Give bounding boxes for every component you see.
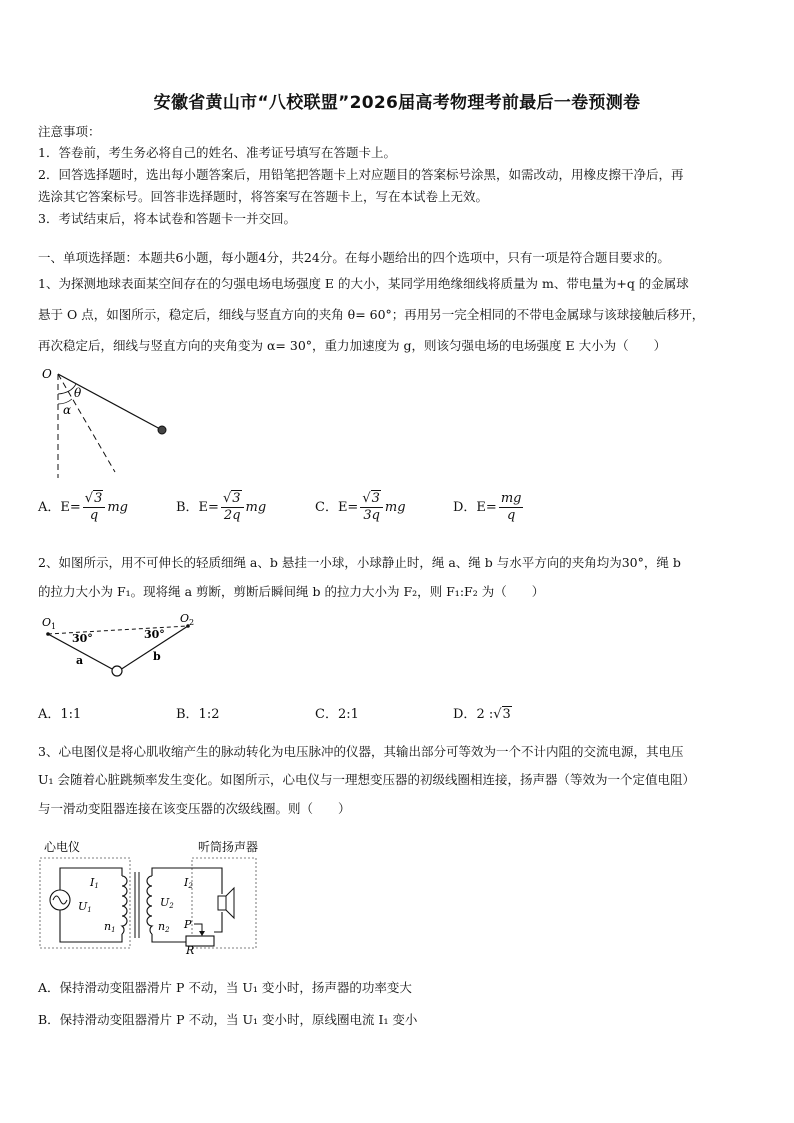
section-heading: 一、单项选择题：本题共6小题，每小题4分，共24分。在每小题给出的四个选项中，只有一项是符合题目要求的。 [38,250,670,265]
q2-text-line1: 2、如图所示，用不可伸长的轻质细绳 a、b 悬挂一小球，小球静止时，绳 a、绳 b 与水平方向的夹角均为30°，绳 b [38,555,681,570]
q2-angle-left: 30° [72,632,93,645]
q3-label-p: P [184,918,192,931]
q1-thread [58,374,162,430]
q3-label-i1: I1 [90,876,99,890]
q3-option-a[interactable]: A．保持滑动变阻器滑片 P 不动，当 U₁ 变小时，扬声器的功率变大 [38,980,412,995]
notice-item-2: 2．回答选择题时，选出每小题答案后，用铅笔把答题卡上对应题目的答案标号涂黑，如需改动，用橡皮擦干净后，再 [38,167,684,182]
q1-option-d[interactable]: D．E= $\frac{mg}{q}$ [453,491,522,523]
q2-label-o1: $O_1$ [42,616,57,631]
q1-ball [158,426,166,434]
q3-circuit-figure [38,838,278,954]
q3-text-line2: U₁ 会随着心脏跳频率发生变化。如图所示，心电仪与一理想变压器的初级线圈相连接，扬声器（等效为一个定值电阻） [38,772,696,787]
q1-label-alpha: α [63,403,72,417]
q2-ball [112,666,122,676]
q3-text-line1: 3、心电图仪是将心肌收缩产生的脉动转化为电压脉冲的仪器，其输出部分可等效为一个不计内阻的交流电源，其电压 [38,744,684,759]
q2-angle-right: 30° [144,628,165,641]
page-title: 安徽省黄山市“八校联盟”2026届高考物理考前最后一卷预测卷 [153,93,641,113]
q3-label-ecg: 心电仪 [44,840,81,854]
q3-label-u1: U1 [78,900,92,914]
speaker-icon [218,896,226,910]
q2-pivot-o1 [46,632,50,636]
q1-pendulum-figure [38,360,178,480]
q2-option-a[interactable]: A．1:1 [38,707,82,722]
notice-heading: 注意事项： [38,124,101,139]
speaker-cone-icon [226,888,234,918]
q3-secondary-wire-bottom [152,934,186,942]
q3-text-line3: 与一滑动变阻器连接在该变压器的次级线圈。则（ ） [38,801,351,816]
q2-rope-figure [38,612,208,682]
q3-label-speaker: 听筒扬声器 [198,840,259,854]
q1-label-O: O [42,367,52,381]
q1-label-theta: θ [74,386,82,400]
notice-item-3: 3．考试结束后，将本试卷和答题卡一并交回。 [38,211,296,226]
q3-option-b[interactable]: B．保持滑动变阻器滑片 P 不动，当 U₁ 变小时，原线圈电流 I₁ 变小 [38,1012,418,1027]
q1-option-c[interactable]: C．E= $\frac{√3}{3q}$ mg [315,491,406,523]
notice-item-1: 1．答卷前，考生务必将自己的姓名、准考证号填写在答题卡上。 [38,145,396,160]
q1-text-line3: 再次稳定后，细线与竖直方向的夹角变为 α= 30°，重力加速度为 g，则该匀强电场的电场强度 E 大小为（ ） [38,338,667,353]
q2-option-b[interactable]: B．1:2 [176,707,220,722]
q3-slider-arrow-icon [199,931,205,936]
q3-label-u2: U2 [160,896,174,910]
q2-option-d[interactable]: D．2 :√3 [453,707,511,722]
q2-label-a: a [76,654,84,667]
q3-label-i2: I2 [184,876,193,890]
q2-label-b: b [153,650,161,663]
q1-text-line2: 悬于 O 点，如图所示，稳定后，细线与竖直方向的夹角 θ= 60°；再用另一完全相同的不带电金属球与该球接触后移开， [38,307,705,322]
q2-label-o2: $O_2$ [180,612,195,627]
notice-item-2-cont: 选涂其它答案标号。回答非选择题时，将答案写在答题卡上，写在本试卷上无效。 [38,189,489,204]
q3-label-n2: n2 [158,920,170,934]
q1-option-b[interactable]: B．E= $\frac{√3}{2q}$ mg [176,491,267,523]
q2-option-c[interactable]: C．2:1 [315,707,359,722]
q1-option-a[interactable]: A．E= $\frac{√3}{q}$ mg [38,491,129,523]
q3-label-n1: n1 [104,920,116,934]
q1-text-line1: 1、为探测地球表面某空间存在的匀强电场电场强度 E 的大小，某同学用绝缘细线将质量为 m、带电量为+q 的金属球 [38,276,689,291]
q3-primary-coil [122,876,127,934]
q2-text-line2: 的拉力大小为 F₁。现将绳 a 剪断，剪断后瞬间绳 b 的拉力大小为 F₂，则 F₁:F₂ 为（ ） [38,584,545,599]
q3-secondary-wire-right [214,912,222,932]
q2-horizontal-dashed [48,626,188,634]
q3-secondary-coil [147,876,152,934]
q3-label-r: R [186,944,195,954]
